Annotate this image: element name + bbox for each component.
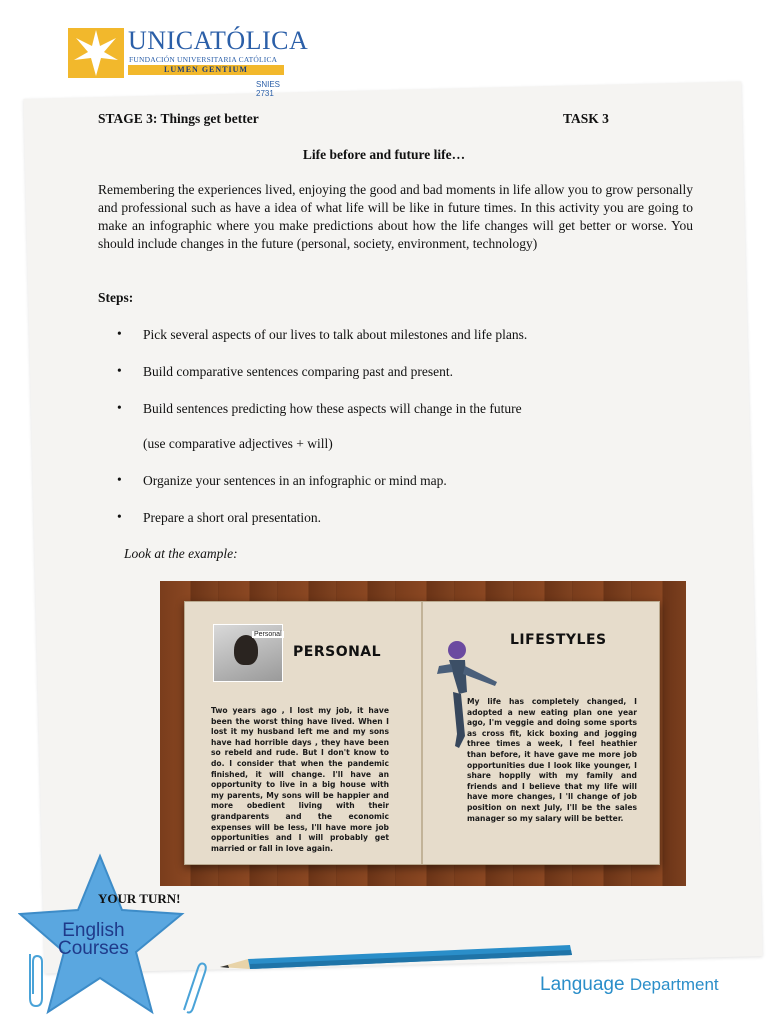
- bullet-icon: •: [117, 509, 122, 524]
- document-title: Life before and future life…: [302, 147, 466, 162]
- badge-line-2: Courses: [58, 938, 129, 959]
- logo-motto: LUMEN GENTIUM: [128, 65, 284, 75]
- logo-subtitle: FUNDACIÓN UNIVERSITARIA CATÓLICA: [129, 55, 278, 64]
- dept-word-department: Department: [629, 975, 719, 994]
- open-book: [184, 601, 660, 865]
- bullet-icon: •: [117, 363, 122, 378]
- stage-heading: STAGE 3: Things get better: [98, 111, 259, 126]
- bullet-icon: •: [117, 326, 122, 341]
- dept-word-language: Language: [540, 974, 625, 995]
- step-item: Organize your sentences in an infographic or mind map.: [143, 473, 447, 488]
- university-logo: [66, 22, 309, 98]
- step-item: Build sentences predicting how these aspects will change in the future: [143, 401, 522, 416]
- language-department-label: [540, 974, 719, 996]
- badge-line-1: English: [62, 920, 125, 941]
- lifestyles-heading: LIFESTYLES: [510, 632, 607, 648]
- pencil-icon: [220, 945, 580, 975]
- personal-text: Two years ago , I lost my job, it have been the worst thing have lived. When I lost it my husband left me and my sons have had horrible days , they have been so rebeld and rude. But I don't know to do. I consider that when the pandemic finished, it will change. I'll have an opportunity to live in a big house with my parents, My sons will be happier and more obedient living with their grandparents and the economic expenses will be less, I'll have more job opportunities and I will probably get married or fall in love again.: [211, 706, 389, 853]
- photo-tag: Personal: [254, 631, 282, 638]
- logo-snies: SNIES 2731: [256, 80, 281, 98]
- step-item: Build comparative sentences comparing past and present.: [143, 364, 454, 379]
- example-label: Look at the example:: [124, 546, 238, 561]
- paperclip-icon: [178, 960, 208, 1020]
- woman-photo: [213, 624, 283, 682]
- english-courses-badge-text: [58, 922, 129, 958]
- lifestyles-text: My life has completely changed, I adopted a new eating plan one year ago, I'm veggie and doing some sports as cross fit, kick boxing and jogging three times a week, I feel heathier than before, it have gave me more job opportunities due I look like younger, I share hopplly with my family and friends and I believe that my life will have more changes, I 'll change of job position on next July, I'll be the sales manager so my salary will be better.: [467, 697, 637, 823]
- example-infographic: [160, 581, 686, 886]
- bullet-icon: •: [117, 400, 122, 415]
- your-turn-heading: YOUR TURN!: [98, 891, 181, 906]
- bullet-icon: •: [117, 472, 122, 487]
- book-spine: [421, 602, 423, 864]
- person-silhouette-icon: [234, 635, 258, 665]
- step-item: Prepare a short oral presentation.: [143, 510, 322, 525]
- step-note: (use comparative adjectives + will): [143, 436, 333, 451]
- personal-heading: PERSONAL: [293, 644, 382, 660]
- logo-name: UNICATÓLICA: [128, 26, 309, 55]
- task-heading: TASK 3: [563, 111, 609, 126]
- step-item: Pick several aspects of our lives to talk about milestones and life plans.: [143, 327, 528, 342]
- steps-heading: Steps:: [98, 290, 134, 305]
- intro-paragraph: Remembering the experiences lived, enjoying the good and bad moments in life allow you to grow personally and professional such as have a idea of what life will be like in future times. In this activity you are going to make an infographic where you make predictions about how the life changes will get better or worse. You should include changes in the future (personal, society, environment, technology): [98, 182, 693, 251]
- star-emblem-icon: [66, 22, 126, 82]
- paperclip-icon: [22, 950, 46, 1010]
